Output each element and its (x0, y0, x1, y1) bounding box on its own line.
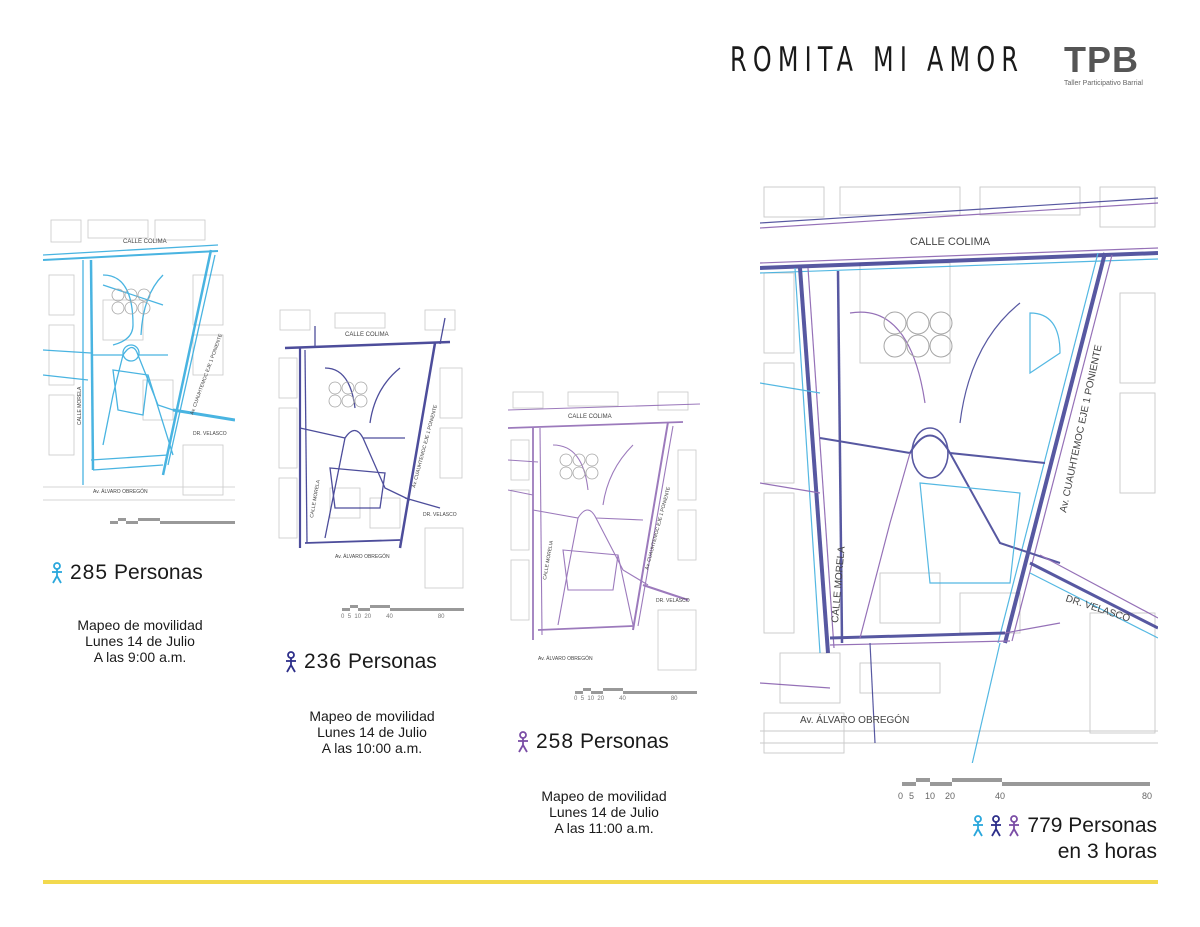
caption-map3 (504, 788, 704, 836)
person-icon-cyan (971, 815, 985, 837)
street-label-colima: CALLE COLIMA (123, 239, 167, 245)
logo-subtitle: Taller Participativo Barrial (1064, 80, 1143, 87)
mobility-map-11am[interactable] (508, 390, 700, 680)
caption-line: Mapeo de movilidad (541, 788, 667, 804)
street-label-morela: CALLE MORELA (830, 545, 848, 624)
mobility-map-10am[interactable] (275, 308, 467, 600)
count-unit: Personas (348, 650, 437, 673)
count-map3 (516, 730, 669, 754)
count-map1 (50, 561, 203, 585)
scale-bar-map1 (110, 517, 235, 531)
street-label-cuauhtemoc: Av. CUAUHTEMOC EJE 1 PONIENTE (1058, 343, 1105, 514)
count-value: 258 (536, 730, 575, 753)
street-label-morela: CALLE MORELA (309, 479, 322, 519)
person-icons-group (971, 815, 1021, 837)
total-period: en 3 horas (1057, 840, 1157, 863)
caption-line: Lunes 14 de Julio (85, 633, 195, 649)
person-icon-cyan (50, 562, 64, 584)
logo-mark: TPB (1064, 39, 1139, 80)
scale-bar-combined (902, 777, 1150, 789)
caption-line: Mapeo de movilidad (309, 708, 435, 724)
street-label-velasco: DR. VELASCO (656, 598, 690, 604)
caption-line: Lunes 14 de Julio (317, 724, 427, 740)
accent-divider (43, 880, 1158, 884)
mobility-map-9am[interactable] (43, 215, 235, 515)
street-label-velasco: DR. VELASCO (1064, 593, 1132, 625)
person-icon-purple (516, 731, 530, 753)
street-label-obregon: Av. ÁLVARO OBREGÓN (335, 554, 390, 560)
count-unit: Personas (580, 730, 669, 753)
person-icon-navy (284, 651, 298, 673)
scale-labels-map3: 0 5 10 20 40 80 (574, 696, 678, 702)
tpb-logo (1064, 39, 1143, 87)
caption-map1 (40, 617, 240, 665)
caption-line: Mapeo de movilidad (77, 617, 203, 633)
street-label-obregon: Av. ÁLVARO OBREGÓN (538, 656, 593, 662)
caption-map2 (272, 708, 472, 756)
street-label-morelia: CALLE MORELIA (542, 540, 555, 581)
page-title: ROMITA MI AMOR (730, 40, 1025, 80)
caption-line: A las 10:00 a.m. (321, 740, 423, 756)
street-label-cuauhtemoc: Av. CUAUHTEMOC EJE 1 PONIENTE (644, 486, 673, 571)
person-icon-navy (989, 815, 1003, 837)
street-label-velasco: DR. VELASCO (193, 431, 227, 437)
street-label-cuauhtemoc: Av. CUAUHTEMOC EJE 1 PONIENTE (189, 333, 225, 416)
count-map2 (284, 650, 437, 674)
street-label-obregon: Av. ÁLVARO OBREGÓN (93, 489, 148, 495)
street-label-velasco: DR. VELASCO (423, 512, 457, 518)
mobility-map-combined[interactable] (760, 183, 1158, 763)
person-icon-purple (1007, 815, 1021, 837)
street-label-obregon: Av. ÁLVARO OBREGÓN (800, 715, 910, 726)
street-label-colima: CALLE COLIMA (568, 414, 612, 420)
total-value: 779 (1027, 814, 1063, 837)
total-count (935, 813, 1157, 865)
total-unit: Personas (1068, 814, 1157, 837)
scale-labels-combined: 0 5 10 20 40 80 (898, 791, 1153, 801)
scale-bar-map2 (342, 604, 464, 614)
street-label-colima: CALLE COLIMA (345, 332, 389, 338)
street-label-colima: CALLE COLIMA (910, 236, 991, 248)
count-unit: Personas (114, 561, 203, 584)
street-label-cuauhtemoc: Av. CUAUHTEMOC EJE 1 PONIENTE (411, 404, 440, 489)
scale-labels-map2: 0 5 10 20 40 80 (341, 614, 445, 620)
count-value: 236 (304, 650, 343, 673)
caption-line: Lunes 14 de Julio (549, 804, 659, 820)
caption-line: A las 11:00 a.m. (554, 820, 654, 836)
street-label-morela: CALLE MORELA (77, 386, 83, 425)
count-value: 285 (70, 561, 109, 584)
caption-line: A las 9:00 a.m. (93, 649, 187, 665)
